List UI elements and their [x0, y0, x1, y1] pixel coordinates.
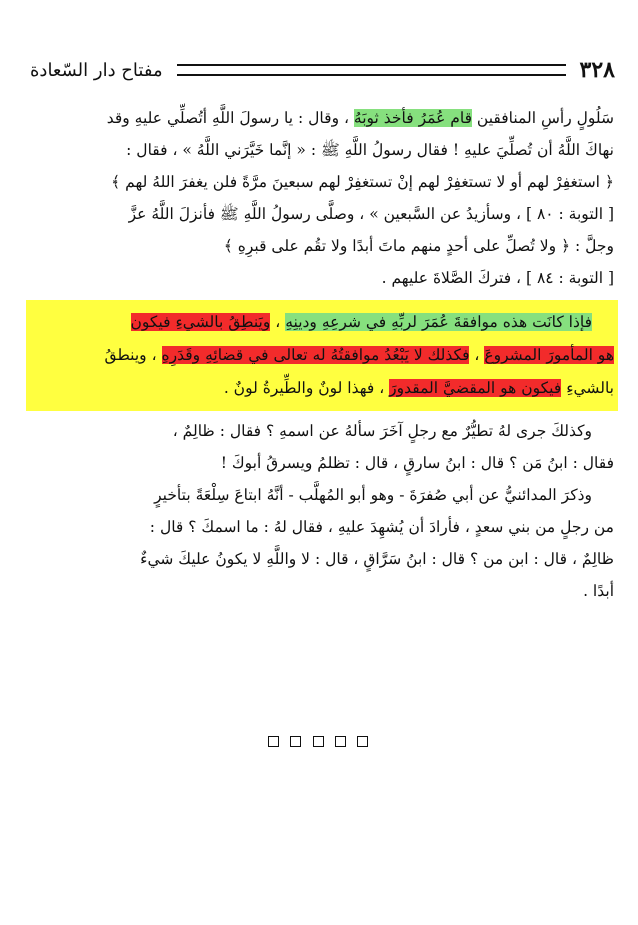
text-line: من رجلٍ من بني سعدٍ ، فأرادَ أن يُشهِدَ عليهِ ، فقال لهُ : ما اسمكَ ؟ قال : [149, 518, 614, 536]
paragraph-2 [30, 415, 614, 479]
green-highlight: قام عُمَرُ فأخذ ثوبَهُ [353, 109, 472, 127]
text-line: [ التوبة : ٨٠ ] ، وسأزيدُ عن السَّبعين » ، وصلَّى رسولُ اللَّهِ ﷺ فأنزلَ اللَّهُ عزَّ [128, 205, 614, 223]
text-span: سَلُولٍ رأسِ المنافقين [472, 109, 614, 127]
text-span: بالشيءِ [561, 379, 614, 397]
text-span: ، وقال : يا رسولَ اللَّهِ أتُصلِّي عليهِ وقد [106, 109, 354, 127]
text-line: أبدًا . [583, 582, 614, 600]
square-icon [268, 736, 279, 747]
text-line [30, 339, 614, 372]
text-line: وكذلكَ جرى لهُ تطيُّرٌ مع رجلٍ آخَرَ سألهُ عن اسمهِ ؟ فقال : ظالِمٌ ، [172, 422, 592, 440]
text-span: ، [469, 346, 485, 364]
book-title: مفتاح دار السّعادة [30, 59, 163, 81]
square-icon [335, 736, 346, 747]
quran-verse-line: وجلَّ : ﴿ ولا تُصلِّ على أحدٍ منهم ماتَ أبدًا ولا تقُم على قبرِهِ ﴾ [223, 237, 614, 255]
header-rule [177, 64, 566, 76]
text-line [30, 306, 614, 339]
red-highlight: فكذلك لا يَبْعُدُ موافقتُهُ له تعالى في قضائِهِ وقَدَرِهِ [161, 346, 470, 364]
text-line: ظالِمٌ ، قال : ابن من ؟ قال : ابنُ سَرَّاقٍ ، قال : لا واللَّهِ لا يكونُ عليكَ شيءٌ [140, 550, 614, 568]
yellow-highlight-block [26, 300, 618, 411]
page-number: ٣٢٨ [579, 57, 615, 83]
text-line [30, 372, 614, 405]
quran-verse-line: ﴿ استغفِرْ لهم أو لا تستغفِرْ لهم إنْ تستغفِرْ لهم سبعينَ مرَّةً فلن يغفرَ اللهُ لهم ﴾ [111, 173, 614, 191]
square-icon [290, 736, 301, 747]
text-line: نهاكَ اللَّهُ أن تُصلِّيَ عليهِ ! فقال رسولُ اللَّهِ ﷺ : « إنَّما خَيَّرَني اللَّهُ » ، فقال : [126, 141, 614, 159]
red-highlight: هو المأمورَ المشروعَ [484, 346, 614, 364]
paragraph-1 [30, 102, 614, 294]
page-header [30, 52, 615, 88]
text-line: [ التوبة : ٨٤ ] ، فتركَ الصَّلاةَ عليهم . [381, 269, 614, 287]
text-span: ، وينطقُ [104, 346, 162, 364]
text-line: فقال : ابنُ مَن ؟ قال : ابنُ سارقٍ ، قال : تظلمُ ويسرقُ أبوكَ ! [220, 454, 614, 472]
square-icon [357, 736, 368, 747]
page-body [30, 102, 614, 607]
green-highlight: فإذا كانَت هذه موافقةَ عُمَرَ لربِّهِ في شرعِهِ ودينِهِ [285, 313, 592, 331]
text-span: ، فهذا لونٌ والطِّيرةُ لونٌ . [223, 379, 390, 397]
red-highlight: ويَنطِقُ بالشيءِ فيكون [130, 313, 271, 331]
section-separator [268, 732, 368, 750]
square-icon [313, 736, 324, 747]
red-highlight: فيكون هو المقضيَّ المقدورَ [389, 379, 562, 397]
text-line [30, 102, 614, 134]
text-line: وذكرَ المدائنيُّ عن أبي صُفرَةَ - وهو أبو المُهلَّب - أنَّهُ ابتاعَ سِلْعَةً بتأخيرٍ [154, 486, 592, 504]
text-span: ، [270, 313, 286, 331]
paragraph-3 [30, 479, 614, 607]
